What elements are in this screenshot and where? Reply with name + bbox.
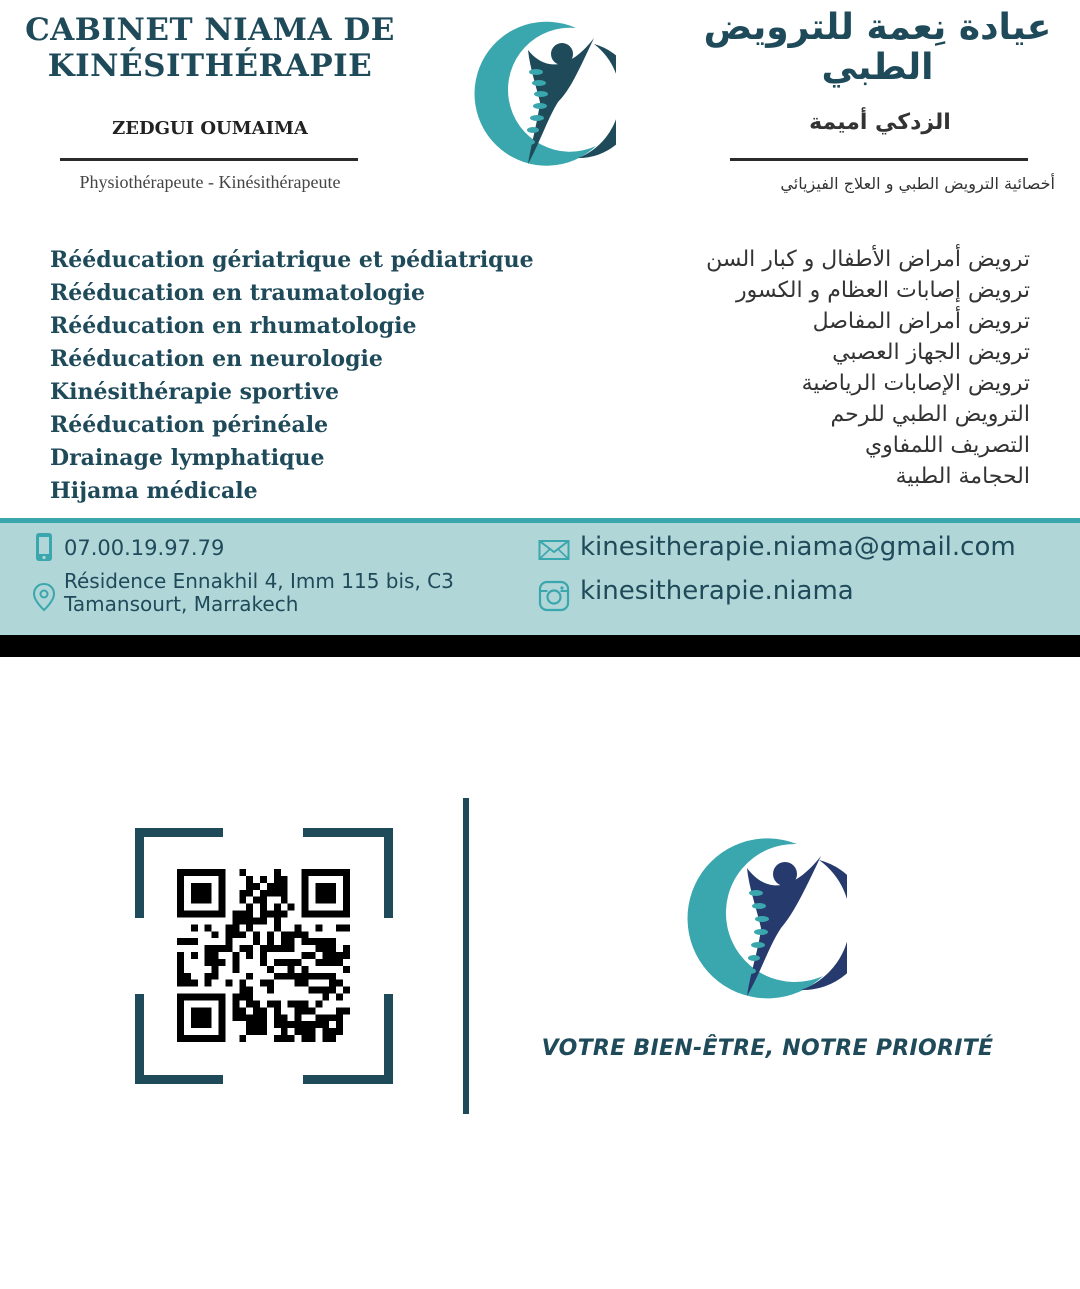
arabic-title-line-1: عيادة نِعمة للترويض bbox=[703, 7, 1052, 48]
french-service-item: Rééducation gériatrique et pédiatrique bbox=[50, 247, 534, 273]
french-divider-line bbox=[60, 158, 358, 161]
address-line-2: Tamansourt, Marrakech bbox=[64, 592, 299, 616]
arabic-service-item: ترويض أمراض المفاصل bbox=[812, 309, 1030, 334]
french-service-item: Rééducation en traumatologie bbox=[50, 280, 425, 306]
french-practitioner-name: ZEDGUI OUMAIMA bbox=[112, 118, 308, 139]
french-service-item: Rééducation en rhumatologie bbox=[50, 313, 417, 339]
arabic-divider-line bbox=[730, 158, 1028, 161]
french-service-item: Rééducation en neurologie bbox=[50, 346, 383, 372]
slogan: VOTRE BIEN-ÊTRE, NOTRE PRIORITÉ bbox=[541, 1036, 994, 1061]
instagram-icon bbox=[538, 580, 570, 612]
arabic-practitioner-name: الزدكي أميمة bbox=[809, 110, 951, 135]
french-service-item: Hijama médicale bbox=[50, 478, 258, 504]
french-service-item: Rééducation périnéale bbox=[50, 412, 329, 438]
french-services-list bbox=[50, 244, 534, 508]
clinic-logo bbox=[466, 16, 616, 176]
arabic-service-item: الترويض الطبي للرحم bbox=[830, 402, 1030, 427]
instagram-handle[interactable]: kinesitherapie.niama bbox=[580, 576, 854, 606]
address-line-1: Résidence Ennakhil 4, Imm 115 bis, C3 bbox=[64, 569, 454, 593]
phone-icon bbox=[34, 532, 54, 562]
arabic-clinic-title bbox=[700, 8, 1055, 88]
location-pin-icon bbox=[32, 582, 56, 612]
arabic-service-item: ترويض الجهاز العصبي bbox=[832, 340, 1030, 365]
card-separator-band bbox=[0, 635, 1080, 657]
arabic-services-list bbox=[620, 244, 1030, 492]
arabic-service-item: ترويض أمراض الأطفال و كبار السن bbox=[706, 247, 1030, 272]
clinic-logo-back bbox=[677, 830, 847, 1010]
french-title-line-2: KINÉSITHÉRAPIE bbox=[47, 48, 373, 84]
mail-icon bbox=[538, 538, 570, 562]
french-service-item: Kinésithérapie sportive bbox=[50, 379, 339, 405]
back-vertical-divider bbox=[463, 798, 469, 1114]
arabic-service-item: ترويض إصابات العظام و الكسور bbox=[736, 278, 1030, 303]
qr-code[interactable] bbox=[177, 869, 350, 1042]
arabic-service-item: ترويض الإصابات الرياضية bbox=[801, 371, 1030, 396]
french-practitioner-role: Physiothérapeute - Kinésithérapeute bbox=[79, 172, 341, 192]
phone-number[interactable]: 07.00.19.97.79 bbox=[64, 536, 225, 560]
french-title-line-1: CABINET NIAMA DE bbox=[25, 12, 395, 48]
french-service-item: Drainage lymphatique bbox=[50, 445, 325, 471]
arabic-title-line-2: الطبي bbox=[821, 47, 934, 88]
french-clinic-title bbox=[20, 12, 400, 84]
arabic-service-item: التصريف اللمفاوي bbox=[864, 433, 1030, 458]
email-address[interactable]: kinesitherapie.niama@gmail.com bbox=[580, 532, 1016, 562]
arabic-service-item: الحجامة الطبية bbox=[895, 464, 1030, 489]
arabic-practitioner-role: أخصائية الترويض الطبي و العلاج الفيزيائي bbox=[780, 174, 1055, 193]
